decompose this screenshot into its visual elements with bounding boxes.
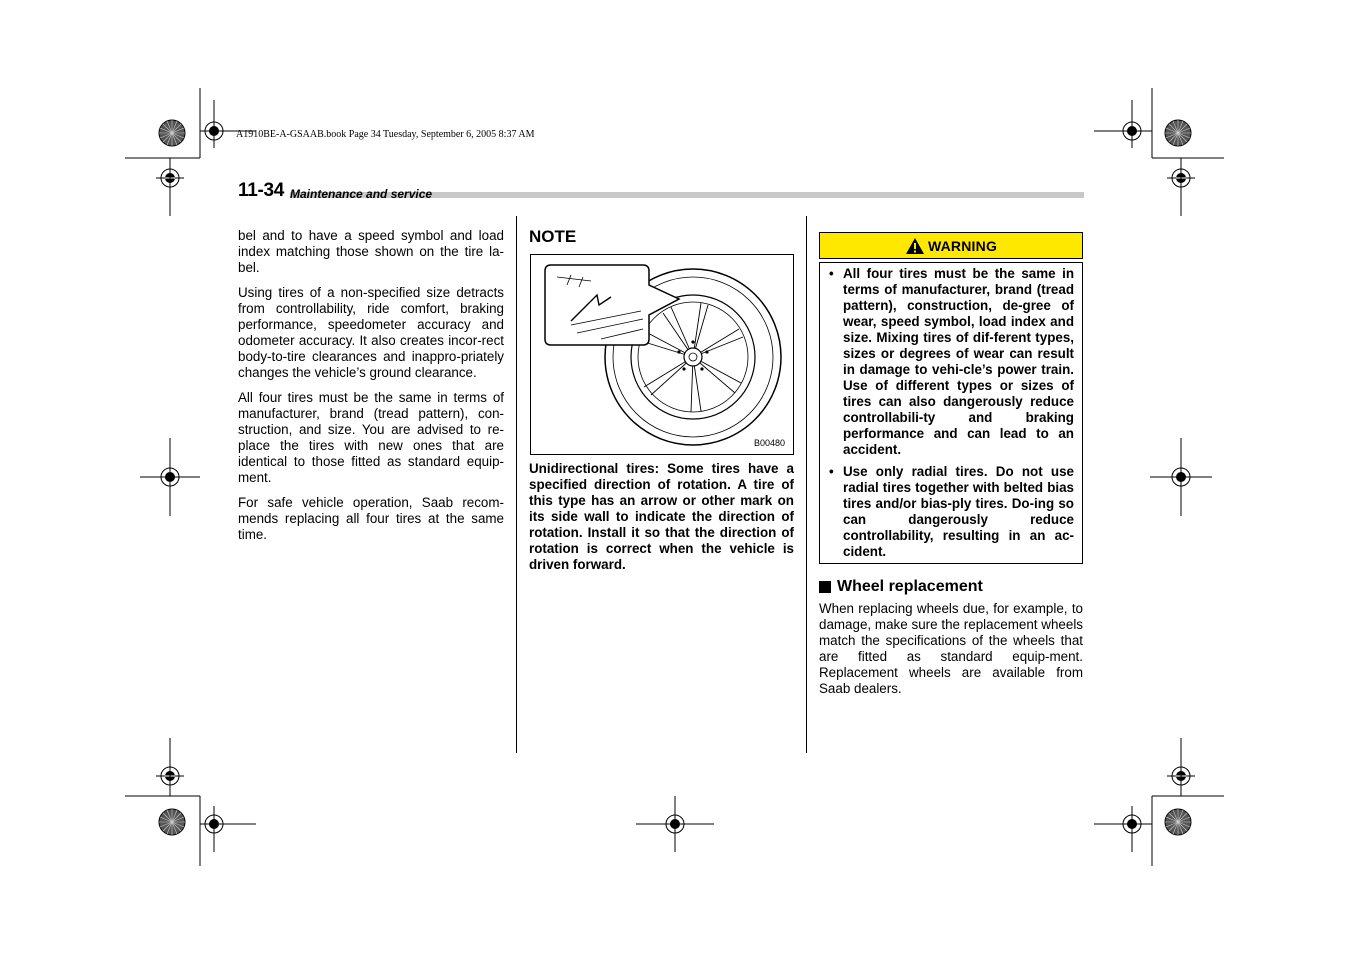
tire-figure bbox=[530, 254, 794, 455]
registration-mark-icon bbox=[156, 463, 184, 491]
starburst-mark-icon bbox=[159, 809, 185, 835]
registration-mark-icon bbox=[1118, 810, 1146, 838]
registration-mark-icon bbox=[156, 164, 184, 192]
note-text: Unidirectional tires: Some tires have a specified direction of rotation. A tire of this type has an arrow or other mark on its side wall to indicate the direction of rotation. Install it so that the direction of rotation is correct when the vehicle is driven forward. bbox=[529, 461, 794, 572]
warning-box bbox=[819, 262, 1083, 564]
print-info: A1910BE-A-GSAAB.book Page 34 Tuesday, September 6, 2005 8:37 AM bbox=[236, 129, 535, 140]
starburst-mark-icon bbox=[1165, 809, 1191, 835]
wheel-replacement-heading bbox=[819, 578, 983, 596]
paragraph: bel and to have a speed symbol and load index matching those shown on the tire la-bel. bbox=[238, 228, 504, 275]
tire-illustration bbox=[531, 255, 794, 455]
registration-mark-icon bbox=[156, 762, 184, 790]
page-number: 11-34 bbox=[238, 180, 285, 201]
registration-mark-icon bbox=[661, 810, 689, 838]
warning-item bbox=[828, 464, 1074, 560]
registration-mark-icon bbox=[1167, 762, 1195, 790]
warning-triangle-icon bbox=[905, 237, 925, 255]
section-title: Maintenance and service bbox=[290, 187, 433, 201]
note-heading: NOTE bbox=[529, 227, 577, 246]
registration-mark-icon bbox=[200, 810, 228, 838]
figure-code: B00480 bbox=[753, 438, 785, 448]
wheel-replacement-text: When replacing wheels due, for example, to damage, make sure the replacement wheels match the specifications of the wheels that are fitted as standard equip-ment. Replacement wheels are available from Saab dealers. bbox=[819, 601, 1083, 696]
bullet-icon: • bbox=[829, 266, 834, 281]
paragraph: For safe vehicle operation, Saab recom-mends replacing all four tires at the same time. bbox=[238, 495, 504, 542]
column-divider-2 bbox=[806, 216, 807, 753]
starburst-mark-icon bbox=[159, 120, 185, 146]
warning-item bbox=[828, 266, 1074, 458]
starburst-mark-icon bbox=[1165, 120, 1191, 146]
left-column bbox=[238, 228, 504, 552]
bullet-icon: • bbox=[829, 464, 834, 479]
warning-banner bbox=[819, 232, 1083, 259]
wheel-replacement-title: Wheel replacement bbox=[837, 578, 983, 595]
warning-item-text: All four tires must be the same in terms of manufacturer, brand (tread pattern), construction, de-gree of wear, speed symbol, load index and size. Mixing tires of dif-ferent types, sizes or degrees of wear can result in damage to vehi-cle’s power train. Use of different types or sizes of tires can also dangerously reduce controllabili-ty and braking performance and can lead to an accident. bbox=[843, 266, 1074, 457]
warning-item-text: Use only radial tires. Do not use radial tires together with belted bias tires and/or bias-ply tires. Do-ing so can dangerously reduce controllability, resulting in an ac-cident. bbox=[843, 464, 1074, 559]
registration-mark-icon bbox=[200, 117, 228, 145]
warning-label: WARNING bbox=[927, 237, 998, 254]
registration-mark-icon bbox=[1118, 117, 1146, 145]
paragraph: All four tires must be the same in terms of manufacturer, brand (tread pattern), con-struction, and size. You are advised to re-place the tires with new ones that are identical to those fitted as standard equip-ment. bbox=[238, 390, 504, 485]
paragraph: Using tires of a non-specified size detracts from controllability, ride comfort, braking performance, speedometer accuracy and odometer accuracy. It also creates incor-rect body-to-tire clearances and inappro-priately changes the vehicle’s ground clearance. bbox=[238, 285, 504, 380]
square-bullet-icon bbox=[819, 581, 831, 593]
column-divider-1 bbox=[516, 216, 517, 753]
registration-mark-icon bbox=[1167, 164, 1195, 192]
registration-mark-icon bbox=[1167, 463, 1195, 491]
